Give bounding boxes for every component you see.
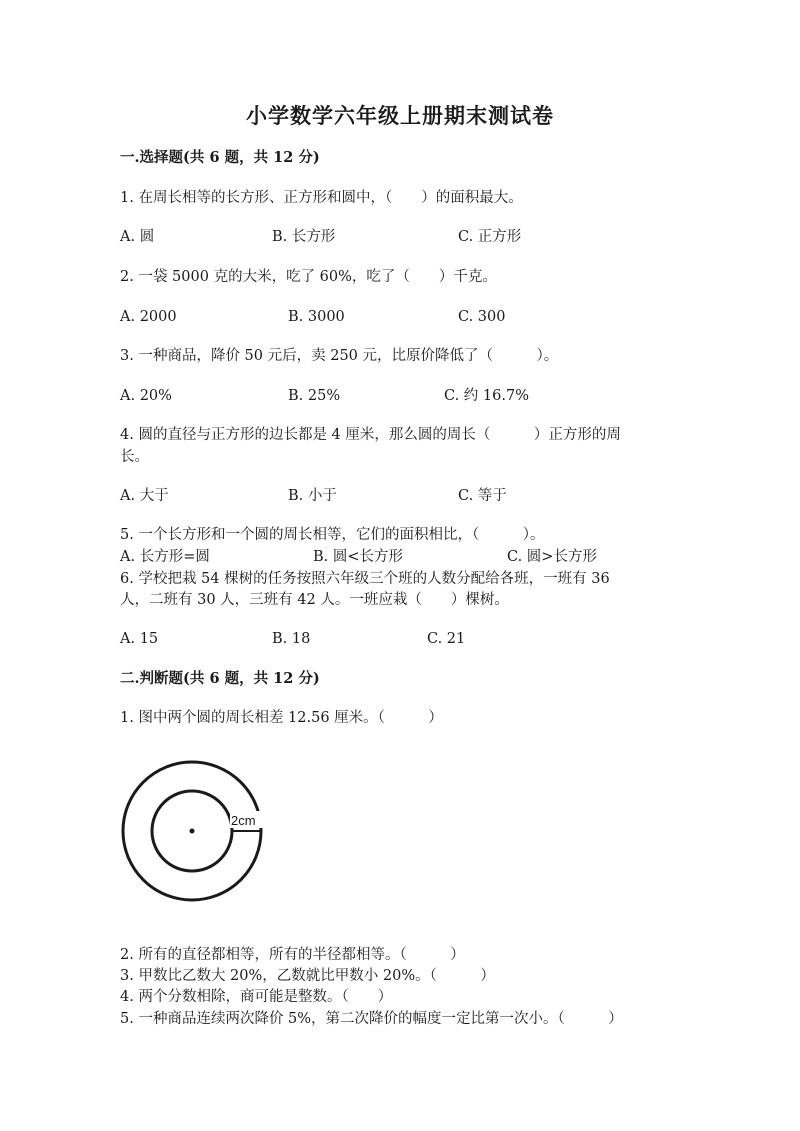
page-title: 小学数学六年级上册期末测试卷 bbox=[246, 103, 554, 128]
question-1-option-a: A. 圆 bbox=[120, 229, 155, 245]
question-5-option-a: A. 长方形=圆 bbox=[120, 549, 210, 565]
question-3-option-c: C. 约 16.7% bbox=[444, 388, 529, 404]
question-5-option-c: C. 圆>长方形 bbox=[507, 549, 597, 565]
question-6-option-a: A. 15 bbox=[120, 631, 159, 647]
question-1-option-c: C. 正方形 bbox=[458, 229, 522, 245]
judgement-1: 1. 图中两个圆的周长相差 12.56 厘米。（ ） bbox=[120, 710, 443, 726]
judgement-2: 2. 所有的直径都相等，所有的半径都相等。（ ） bbox=[120, 947, 465, 963]
question-4-stem-line1: 4. 圆的直径与正方形的边长都是 4 厘米，那么圆的周长（ ）正方形的周 bbox=[120, 427, 621, 443]
question-4-option-a: A. 大于 bbox=[120, 488, 169, 504]
concentric-circles-figure bbox=[118, 755, 278, 905]
question-3-stem: 3. 一种商品，降价 50 元后，卖 250 元，比原价降低了（ ）。 bbox=[120, 348, 559, 364]
center-point bbox=[190, 829, 195, 834]
question-3-option-b: B. 25% bbox=[288, 388, 341, 404]
question-6-stem-line1: 6. 学校把栽 54 棵树的任务按照六年级三个班的人数分配给各班，一班有 36 bbox=[120, 571, 610, 587]
question-3-option-a: A. 20% bbox=[120, 388, 172, 404]
question-2-option-c: C. 300 bbox=[458, 309, 506, 325]
question-4-stem-line2: 长。 bbox=[120, 449, 149, 465]
question-2-option-b: B. 3000 bbox=[288, 309, 345, 325]
judgement-3: 3. 甲数比乙数大 20%，乙数就比甲数小 20%。（ ） bbox=[120, 968, 495, 984]
question-4-option-b: B. 小于 bbox=[288, 488, 337, 504]
question-5-option-b: B. 圆<长方形 bbox=[313, 549, 404, 565]
question-2-option-a: A. 2000 bbox=[120, 309, 177, 325]
question-5-stem: 5. 一个长方形和一个圆的周长相等，它们的面积相比，（ ）。 bbox=[120, 527, 545, 543]
judgement-4: 4. 两个分数相除，商可能是整数。（ ） bbox=[120, 989, 393, 1005]
question-6-option-b: B. 18 bbox=[272, 631, 311, 647]
judgement-5: 5. 一种商品连续两次降价 5%，第二次降价的幅度一定比第一次小。（ ） bbox=[120, 1011, 623, 1027]
question-6-stem-line2: 人，二班有 30 人，三班有 42 人。一班应栽（ ）棵树。 bbox=[120, 592, 509, 608]
question-2-stem: 2. 一袋 5000 克的大米，吃了 60%，吃了（ ）千克。 bbox=[120, 269, 497, 285]
question-1-stem: 1. 在周长相等的长方形、正方形和圆中，（ ）的面积最大。 bbox=[120, 190, 523, 206]
question-4-option-c: C. 等于 bbox=[458, 488, 507, 504]
section-heading-choice: 一.选择题(共 6 题，共 12 分) bbox=[120, 149, 320, 166]
gap-label: 2cm bbox=[231, 813, 256, 828]
question-1-option-b: B. 长方形 bbox=[272, 229, 336, 245]
section-heading-judgement: 二.判断题(共 6 题，共 12 分) bbox=[120, 670, 320, 687]
question-6-option-c: C. 21 bbox=[427, 631, 466, 647]
